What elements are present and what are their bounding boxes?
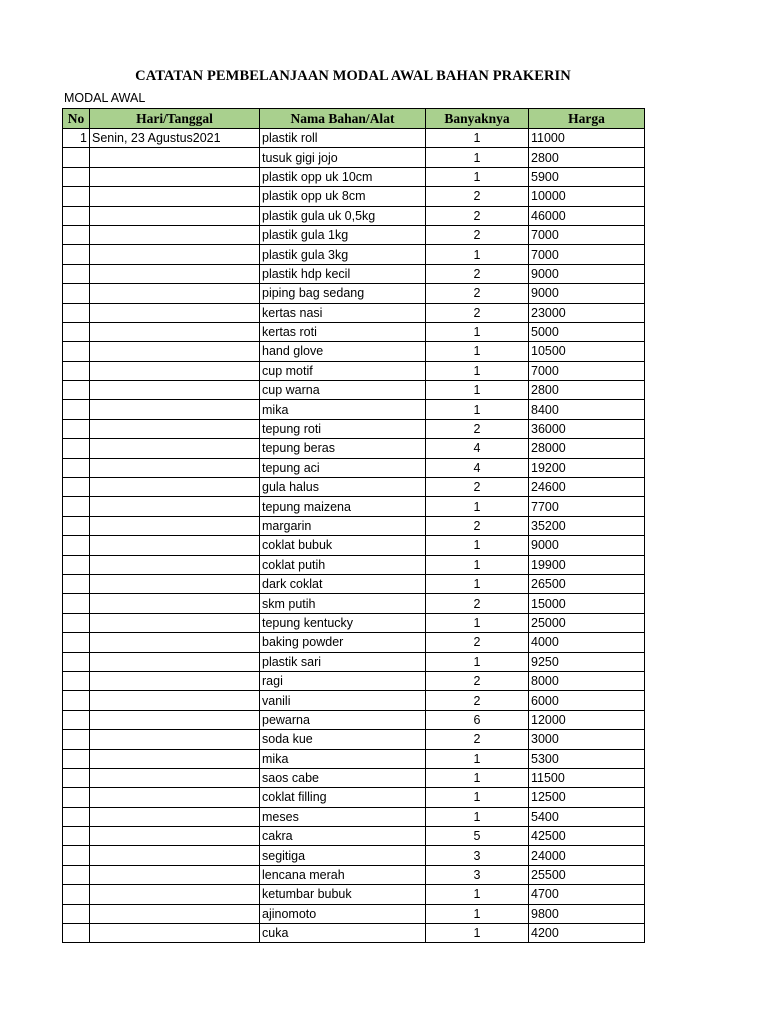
cell-price[interactable]: 12000 — [529, 710, 645, 729]
cell-price[interactable]: 2800 — [529, 148, 645, 167]
cell-quantity[interactable]: 1 — [426, 768, 529, 787]
cell-quantity[interactable]: 1 — [426, 361, 529, 380]
cell-no[interactable] — [63, 206, 90, 225]
cell-price[interactable]: 7000 — [529, 225, 645, 244]
cell-no[interactable] — [63, 865, 90, 884]
cell-no[interactable] — [63, 846, 90, 865]
cell-no[interactable] — [63, 303, 90, 322]
cell-price[interactable]: 23000 — [529, 303, 645, 322]
table-row — [63, 342, 645, 361]
cell-price[interactable]: 46000 — [529, 206, 645, 225]
cell-no[interactable] — [63, 710, 90, 729]
cell-quantity[interactable]: 1 — [426, 613, 529, 632]
cell-quantity[interactable]: 1 — [426, 536, 529, 555]
cell-quantity[interactable]: 2 — [426, 671, 529, 690]
cell-price[interactable]: 7000 — [529, 245, 645, 264]
cell-date[interactable] — [90, 478, 260, 497]
cell-date[interactable] — [90, 303, 260, 322]
cell-item-name[interactable]: ajinomoto — [260, 904, 426, 923]
cell-no[interactable] — [63, 749, 90, 768]
cell-item-name[interactable]: tepung roti — [260, 419, 426, 438]
cell-date[interactable] — [90, 206, 260, 225]
cell-quantity[interactable]: 2 — [426, 187, 529, 206]
cell-quantity[interactable]: 2 — [426, 730, 529, 749]
cell-item-name[interactable]: skm putih — [260, 594, 426, 613]
cell-date[interactable] — [90, 148, 260, 167]
cell-no[interactable] — [63, 788, 90, 807]
cell-item-name[interactable]: tusuk gigi jojo — [260, 148, 426, 167]
cell-price[interactable]: 4200 — [529, 924, 645, 943]
cell-item-name[interactable]: hand glove — [260, 342, 426, 361]
cell-quantity[interactable]: 1 — [426, 497, 529, 516]
cell-item-name[interactable]: coklat filling — [260, 788, 426, 807]
cell-date[interactable] — [90, 788, 260, 807]
cell-quantity[interactable]: 2 — [426, 633, 529, 652]
table-row — [63, 710, 645, 729]
cell-no[interactable] — [63, 439, 90, 458]
cell-price[interactable]: 8000 — [529, 671, 645, 690]
cell-item-name[interactable]: baking powder — [260, 633, 426, 652]
cell-item-name[interactable]: plastik opp uk 8cm — [260, 187, 426, 206]
cell-price[interactable]: 9000 — [529, 536, 645, 555]
cell-price[interactable]: 24600 — [529, 478, 645, 497]
cell-item-name[interactable]: mika — [260, 400, 426, 419]
cell-date[interactable]: Senin, 23 Agustus2021 — [90, 129, 260, 148]
cell-price[interactable]: 28000 — [529, 439, 645, 458]
cell-item-name[interactable]: saos cabe — [260, 768, 426, 787]
cell-item-name[interactable]: gula halus — [260, 478, 426, 497]
cell-item-name[interactable]: cuka — [260, 924, 426, 943]
cell-price[interactable]: 5900 — [529, 167, 645, 186]
cell-item-name[interactable]: piping bag sedang — [260, 284, 426, 303]
cell-date[interactable] — [90, 400, 260, 419]
table-row — [63, 749, 645, 768]
table-body — [63, 129, 645, 943]
cell-price[interactable]: 19200 — [529, 458, 645, 477]
table-row — [63, 633, 645, 652]
cell-price[interactable]: 9250 — [529, 652, 645, 671]
cell-price[interactable]: 9800 — [529, 904, 645, 923]
cell-item-name[interactable]: plastik gula 1kg — [260, 225, 426, 244]
table-row — [63, 516, 645, 535]
cell-item-name[interactable]: plastik gula 3kg — [260, 245, 426, 264]
cell-date[interactable] — [90, 827, 260, 846]
cell-date[interactable] — [90, 865, 260, 884]
table-row — [63, 788, 645, 807]
cell-no[interactable] — [63, 497, 90, 516]
cell-item-name[interactable]: vanili — [260, 691, 426, 710]
cell-date[interactable] — [90, 691, 260, 710]
cell-no[interactable] — [63, 730, 90, 749]
cell-item-name[interactable]: lencana merah — [260, 865, 426, 884]
cell-price[interactable]: 9000 — [529, 264, 645, 283]
cell-no[interactable] — [63, 167, 90, 186]
table-row — [63, 671, 645, 690]
table-row — [63, 768, 645, 787]
cell-item-name[interactable]: meses — [260, 807, 426, 826]
cell-quantity[interactable]: 2 — [426, 516, 529, 535]
cell-date[interactable] — [90, 710, 260, 729]
cell-price[interactable]: 5400 — [529, 807, 645, 826]
cell-price[interactable]: 5300 — [529, 749, 645, 768]
cell-quantity[interactable]: 3 — [426, 865, 529, 884]
table-row — [63, 730, 645, 749]
cell-quantity[interactable]: 5 — [426, 827, 529, 846]
cell-price[interactable]: 24000 — [529, 846, 645, 865]
cell-date[interactable] — [90, 807, 260, 826]
table-row — [63, 458, 645, 477]
table-row — [63, 691, 645, 710]
cell-no[interactable] — [63, 555, 90, 574]
cell-no[interactable] — [63, 187, 90, 206]
cell-item-name[interactable]: soda kue — [260, 730, 426, 749]
table-row — [63, 303, 645, 322]
cell-item-name[interactable]: coklat bubuk — [260, 536, 426, 555]
cell-no[interactable] — [63, 284, 90, 303]
cell-quantity[interactable]: 1 — [426, 788, 529, 807]
cell-quantity[interactable]: 1 — [426, 574, 529, 593]
cell-item-name[interactable]: tepung beras — [260, 439, 426, 458]
cell-quantity[interactable]: 2 — [426, 225, 529, 244]
cell-no[interactable] — [63, 924, 90, 943]
cell-item-name[interactable]: mika — [260, 749, 426, 768]
cell-date[interactable] — [90, 885, 260, 904]
cell-date[interactable] — [90, 225, 260, 244]
cell-quantity[interactable]: 2 — [426, 264, 529, 283]
cell-item-name[interactable]: cakra — [260, 827, 426, 846]
table-row — [63, 419, 645, 438]
cell-item-name[interactable]: pewarna — [260, 710, 426, 729]
cell-price[interactable]: 12500 — [529, 788, 645, 807]
cell-quantity[interactable]: 1 — [426, 245, 529, 264]
cell-date[interactable] — [90, 245, 260, 264]
cell-quantity[interactable]: 1 — [426, 322, 529, 341]
cell-quantity[interactable]: 2 — [426, 206, 529, 225]
cell-quantity[interactable]: 3 — [426, 846, 529, 865]
table-row — [63, 574, 645, 593]
cell-quantity[interactable]: 1 — [426, 148, 529, 167]
cell-price[interactable]: 5000 — [529, 322, 645, 341]
cell-item-name[interactable]: ragi — [260, 671, 426, 690]
cell-date[interactable] — [90, 361, 260, 380]
cell-no[interactable] — [63, 633, 90, 652]
table-row — [63, 924, 645, 943]
cell-price[interactable]: 11500 — [529, 768, 645, 787]
cell-date[interactable] — [90, 594, 260, 613]
table-row — [63, 846, 645, 865]
table-row — [63, 613, 645, 632]
table-row — [63, 129, 645, 148]
cell-price[interactable]: 35200 — [529, 516, 645, 535]
cell-quantity[interactable]: 1 — [426, 807, 529, 826]
table-row — [63, 381, 645, 400]
table-row — [63, 245, 645, 264]
cell-item-name[interactable]: dark coklat — [260, 574, 426, 593]
cell-no[interactable] — [63, 613, 90, 632]
cell-date[interactable] — [90, 613, 260, 632]
cell-quantity[interactable]: 2 — [426, 478, 529, 497]
cell-date[interactable] — [90, 516, 260, 535]
cell-no[interactable] — [63, 536, 90, 555]
cell-quantity[interactable]: 2 — [426, 419, 529, 438]
cell-date[interactable] — [90, 633, 260, 652]
cell-price[interactable]: 4700 — [529, 885, 645, 904]
cell-price[interactable]: 2800 — [529, 381, 645, 400]
cell-quantity[interactable]: 2 — [426, 691, 529, 710]
cell-quantity[interactable]: 1 — [426, 555, 529, 574]
cell-price[interactable]: 10000 — [529, 187, 645, 206]
table-row — [63, 827, 645, 846]
table-row — [63, 807, 645, 826]
cell-date[interactable] — [90, 167, 260, 186]
table-row — [63, 322, 645, 341]
table-row — [63, 264, 645, 283]
cell-date[interactable] — [90, 381, 260, 400]
table-row — [63, 478, 645, 497]
cell-quantity[interactable]: 1 — [426, 924, 529, 943]
cell-date[interactable] — [90, 671, 260, 690]
cell-price[interactable]: 26500 — [529, 574, 645, 593]
table-row — [63, 536, 645, 555]
cell-item-name[interactable]: tepung aci — [260, 458, 426, 477]
cell-quantity[interactable]: 2 — [426, 594, 529, 613]
column-header-date[interactable]: Hari/Tanggal — [90, 109, 260, 129]
cell-price[interactable]: 3000 — [529, 730, 645, 749]
cell-no[interactable] — [63, 594, 90, 613]
table-row — [63, 555, 645, 574]
cell-quantity[interactable]: 6 — [426, 710, 529, 729]
cell-item-name[interactable]: plastik hdp kecil — [260, 264, 426, 283]
cell-no[interactable] — [63, 381, 90, 400]
cell-date[interactable] — [90, 652, 260, 671]
cell-date[interactable] — [90, 924, 260, 943]
cell-price[interactable]: 8400 — [529, 400, 645, 419]
cell-no[interactable] — [63, 148, 90, 167]
cell-no[interactable] — [63, 691, 90, 710]
cell-date[interactable] — [90, 749, 260, 768]
table-row — [63, 652, 645, 671]
cell-item-name[interactable]: kertas nasi — [260, 303, 426, 322]
cell-date[interactable] — [90, 439, 260, 458]
cell-item-name[interactable]: plastik roll — [260, 129, 426, 148]
cell-date[interactable] — [90, 497, 260, 516]
cell-price[interactable]: 11000 — [529, 129, 645, 148]
table-row — [63, 439, 645, 458]
cell-no[interactable] — [63, 516, 90, 535]
table-row — [63, 206, 645, 225]
cell-quantity[interactable]: 1 — [426, 652, 529, 671]
cell-no[interactable] — [63, 885, 90, 904]
table-row — [63, 865, 645, 884]
cell-item-name[interactable]: plastik gula uk 0,5kg — [260, 206, 426, 225]
cell-no[interactable] — [63, 400, 90, 419]
cell-item-name[interactable]: tepung maizena — [260, 497, 426, 516]
table-row — [63, 594, 645, 613]
cell-date[interactable] — [90, 904, 260, 923]
cell-no[interactable] — [63, 478, 90, 497]
cell-no[interactable] — [63, 264, 90, 283]
cell-item-name[interactable]: segitiga — [260, 846, 426, 865]
cell-price[interactable]: 7000 — [529, 361, 645, 380]
cell-item-name[interactable]: plastik sari — [260, 652, 426, 671]
cell-quantity[interactable]: 1 — [426, 749, 529, 768]
table-row — [63, 167, 645, 186]
cell-quantity[interactable]: 1 — [426, 904, 529, 923]
section-label: MODAL AWAL — [64, 91, 146, 105]
cell-date[interactable] — [90, 419, 260, 438]
cell-no[interactable] — [63, 342, 90, 361]
cell-price[interactable]: 19900 — [529, 555, 645, 574]
cell-quantity[interactable]: 4 — [426, 439, 529, 458]
cell-item-name[interactable]: kertas roti — [260, 322, 426, 341]
cell-item-name[interactable]: plastik opp uk 10cm — [260, 167, 426, 186]
cell-quantity[interactable]: 1 — [426, 167, 529, 186]
cell-date[interactable] — [90, 322, 260, 341]
column-header-qty[interactable]: Banyaknya — [426, 109, 529, 129]
cell-no[interactable] — [63, 904, 90, 923]
cell-no[interactable] — [63, 245, 90, 264]
cell-no[interactable] — [63, 671, 90, 690]
cell-date[interactable] — [90, 846, 260, 865]
cell-no[interactable] — [63, 458, 90, 477]
table-row — [63, 400, 645, 419]
cell-date[interactable] — [90, 768, 260, 787]
cell-date[interactable] — [90, 342, 260, 361]
purchase-table — [62, 108, 645, 943]
cell-date[interactable] — [90, 574, 260, 593]
cell-price[interactable]: 10500 — [529, 342, 645, 361]
cell-item-name[interactable]: coklat putih — [260, 555, 426, 574]
cell-no[interactable]: 1 — [63, 129, 90, 148]
cell-price[interactable]: 9000 — [529, 284, 645, 303]
cell-quantity[interactable]: 1 — [426, 129, 529, 148]
table-row — [63, 284, 645, 303]
table-row — [63, 497, 645, 516]
cell-date[interactable] — [90, 536, 260, 555]
cell-quantity[interactable]: 4 — [426, 458, 529, 477]
cell-no[interactable] — [63, 574, 90, 593]
cell-no[interactable] — [63, 827, 90, 846]
table-row — [63, 361, 645, 380]
cell-price[interactable]: 36000 — [529, 419, 645, 438]
document-title: CATATAN PEMBELANJAAN MODAL AWAL BAHAN PRAKERIN — [135, 68, 571, 84]
cell-item-name[interactable]: cup motif — [260, 361, 426, 380]
cell-date[interactable] — [90, 187, 260, 206]
cell-date[interactable] — [90, 458, 260, 477]
cell-no[interactable] — [63, 652, 90, 671]
cell-date[interactable] — [90, 264, 260, 283]
table-header-row — [63, 109, 645, 129]
cell-price[interactable]: 4000 — [529, 633, 645, 652]
cell-no[interactable] — [63, 768, 90, 787]
cell-price[interactable]: 25500 — [529, 865, 645, 884]
table-row — [63, 225, 645, 244]
cell-item-name[interactable]: cup warna — [260, 381, 426, 400]
column-header-no[interactable]: No — [63, 109, 90, 129]
cell-quantity[interactable]: 1 — [426, 381, 529, 400]
cell-item-name[interactable]: margarin — [260, 516, 426, 535]
cell-quantity[interactable]: 2 — [426, 284, 529, 303]
cell-no[interactable] — [63, 419, 90, 438]
cell-date[interactable] — [90, 284, 260, 303]
table-row — [63, 885, 645, 904]
cell-item-name[interactable]: ketumbar bubuk — [260, 885, 426, 904]
column-header-price[interactable]: Harga — [529, 109, 645, 129]
cell-item-name[interactable]: tepung kentucky — [260, 613, 426, 632]
cell-no[interactable] — [63, 807, 90, 826]
cell-price[interactable]: 7700 — [529, 497, 645, 516]
cell-quantity[interactable]: 1 — [426, 342, 529, 361]
cell-price[interactable]: 6000 — [529, 691, 645, 710]
table-row — [63, 187, 645, 206]
table-row — [63, 148, 645, 167]
cell-quantity[interactable]: 1 — [426, 400, 529, 419]
cell-price[interactable]: 42500 — [529, 827, 645, 846]
cell-date[interactable] — [90, 555, 260, 574]
cell-price[interactable]: 15000 — [529, 594, 645, 613]
cell-price[interactable]: 25000 — [529, 613, 645, 632]
column-header-name[interactable]: Nama Bahan/Alat — [260, 109, 426, 129]
cell-date[interactable] — [90, 730, 260, 749]
cell-no[interactable] — [63, 225, 90, 244]
cell-quantity[interactable]: 2 — [426, 303, 529, 322]
cell-quantity[interactable]: 1 — [426, 885, 529, 904]
cell-no[interactable] — [63, 361, 90, 380]
cell-no[interactable] — [63, 322, 90, 341]
table-row — [63, 904, 645, 923]
